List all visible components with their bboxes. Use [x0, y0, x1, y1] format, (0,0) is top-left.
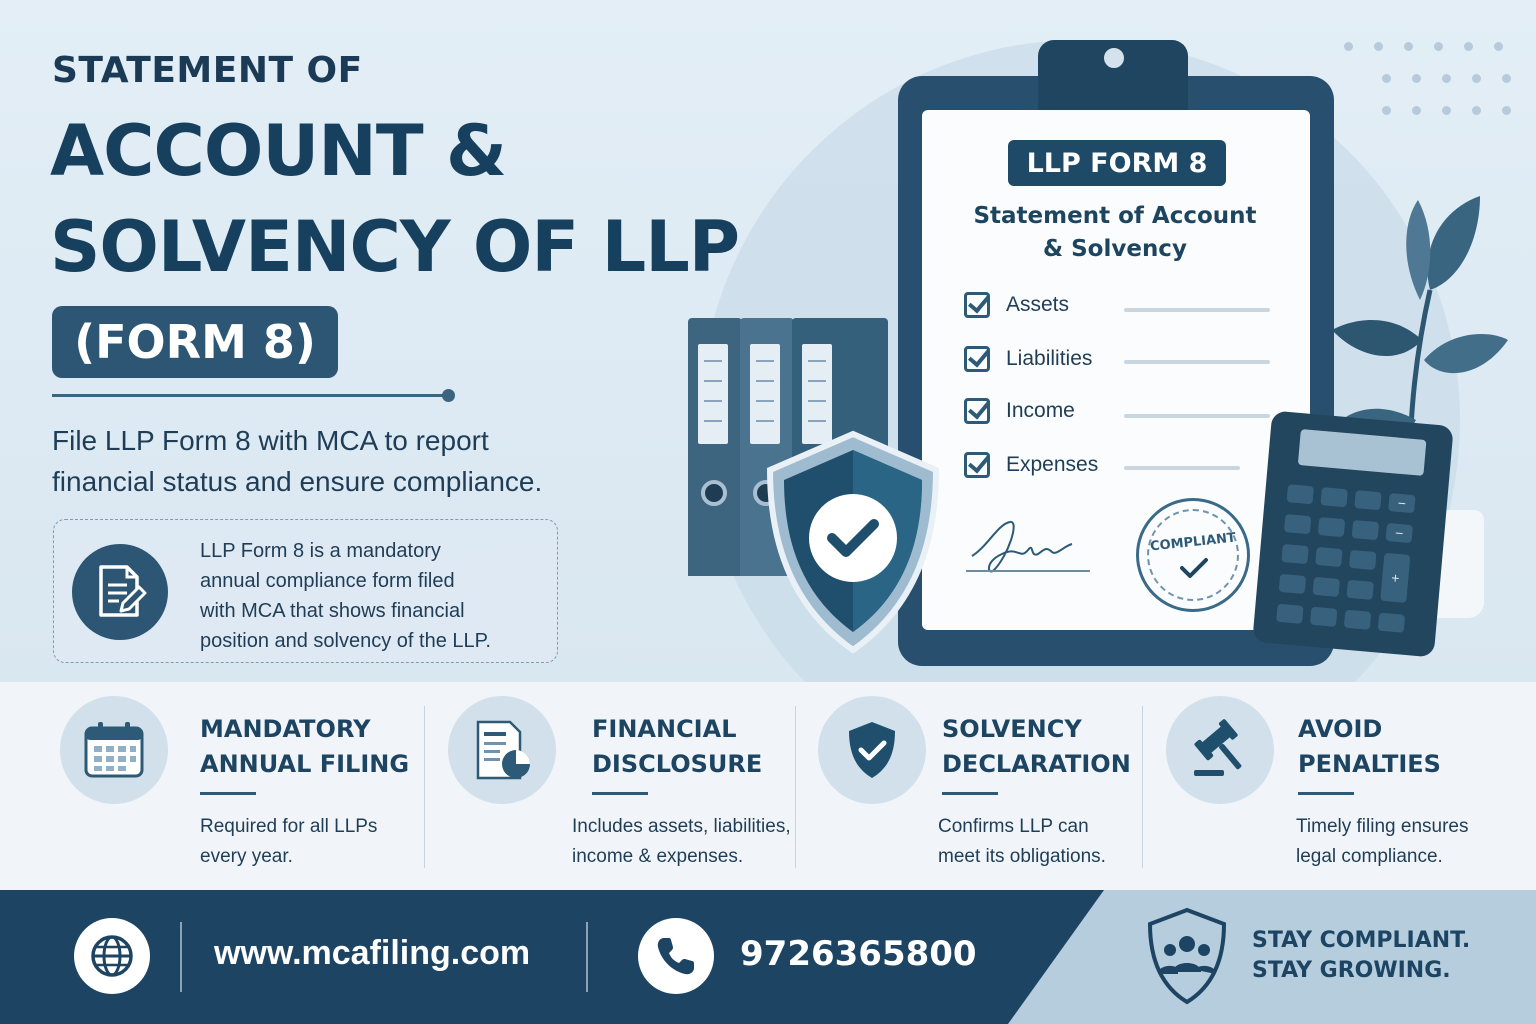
phone-icon — [638, 918, 714, 994]
info-text — [200, 536, 545, 656]
feature-title-line: SOLVENCY — [942, 715, 1082, 743]
feature-description — [938, 812, 1168, 872]
feature-title — [200, 712, 430, 782]
checklist-label: Assets — [1006, 293, 1070, 316]
feature-title — [1298, 712, 1528, 782]
checklist-line — [1124, 308, 1270, 312]
document-badge: LLP FORM 8 — [1008, 140, 1226, 186]
team-shield-icon — [1144, 906, 1230, 1006]
footer — [0, 890, 1536, 1024]
document-edit-icon — [72, 544, 168, 640]
feature-desc-line: every year. — [200, 846, 293, 867]
checkbox-checked-icon — [964, 346, 990, 372]
feature-desc-line: legal compliance. — [1296, 846, 1443, 867]
info-line: LLP Form 8 is a mandatory — [200, 540, 441, 562]
feature-title-line: ANNUAL FILING — [200, 750, 410, 778]
feature-title-line: AVOID — [1298, 715, 1383, 743]
feature-underline — [1298, 792, 1354, 795]
feature-desc-line: Required for all LLPs — [200, 816, 378, 837]
subtitle — [52, 420, 612, 502]
separator-line — [52, 394, 452, 397]
signature-line — [966, 570, 1090, 572]
separator-dot — [442, 389, 455, 402]
shield-check-icon — [818, 696, 926, 804]
feature-underline — [592, 792, 648, 795]
compliant-stamp — [1136, 498, 1250, 612]
feature-desc-line: income & expenses. — [572, 846, 744, 867]
check-icon — [1179, 557, 1209, 579]
document-title — [940, 200, 1290, 266]
checklist-item — [964, 344, 1092, 374]
subtitle-line-1: File LLP Form 8 with MCA to report — [52, 425, 489, 456]
checklist-line — [1124, 466, 1240, 470]
subtitle-line-2: financial status and ensure compliance. — [52, 466, 543, 497]
feature-divider — [424, 706, 425, 868]
phone-number-link[interactable]: 9726365800 — [740, 934, 977, 974]
checklist-line — [1124, 360, 1270, 364]
financial-report-icon — [448, 696, 556, 804]
checkbox-checked-icon — [964, 292, 990, 318]
feature-title-line: MANDATORY — [200, 715, 371, 743]
footer-divider — [180, 922, 182, 992]
form-badge: (FORM 8) — [52, 306, 338, 378]
info-line: with MCA that shows financial — [200, 600, 465, 622]
calculator-minus-key: − — [1386, 523, 1413, 543]
tagline — [1252, 926, 1470, 986]
gavel-icon — [1166, 696, 1274, 804]
title-line-2: SOLVENCY OF LLP — [50, 206, 740, 288]
checklist-label: Expenses — [1006, 453, 1099, 476]
feature-underline — [200, 792, 256, 795]
feature-title — [592, 712, 822, 782]
feature-title-line: DECLARATION — [942, 750, 1131, 778]
checklist-line — [1124, 414, 1270, 418]
feature-divider — [1142, 706, 1143, 868]
document-title-line-2: & Solvency — [1043, 236, 1187, 262]
checkbox-checked-icon — [964, 452, 990, 478]
checklist-item — [964, 450, 1098, 480]
feature-description — [200, 812, 430, 872]
checklist-label: Liabilities — [1006, 347, 1093, 370]
info-box — [53, 519, 558, 663]
checklist-item — [964, 396, 1075, 426]
feature-description — [1296, 812, 1526, 872]
calculator-plus-key: + — [1380, 553, 1410, 603]
title-small: STATEMENT OF — [52, 50, 363, 91]
document-title-line-1: Statement of Account — [973, 203, 1257, 229]
binder — [688, 318, 742, 576]
info-line: position and solvency of the LLP. — [200, 630, 491, 652]
features-section — [0, 682, 1536, 890]
checklist-item — [964, 290, 1069, 320]
footer-divider — [586, 922, 588, 992]
feature-title-line: PENALTIES — [1298, 750, 1441, 778]
tagline-line-2: STAY GROWING. — [1252, 958, 1451, 983]
checklist-label: Income — [1006, 399, 1075, 422]
checkbox-checked-icon — [964, 398, 990, 424]
info-line: annual compliance form filed — [200, 570, 455, 592]
feature-desc-line: Includes assets, liabilities, — [572, 816, 791, 837]
feature-desc-line: meet its obligations. — [938, 846, 1106, 867]
calendar-icon — [60, 696, 168, 804]
calculator-minus-key: − — [1388, 493, 1415, 513]
feature-description — [572, 812, 802, 872]
feature-title-line: DISCLOSURE — [592, 750, 763, 778]
feature-desc-line: Confirms LLP can — [938, 816, 1089, 837]
feature-desc-line: Timely filing ensures — [1296, 816, 1469, 837]
shield-check-icon — [760, 430, 946, 654]
calculator-icon — [1252, 411, 1454, 658]
feature-divider — [795, 706, 796, 868]
clipboard-clip-hole — [1096, 40, 1132, 76]
globe-icon — [74, 918, 150, 994]
title-line-1: ACCOUNT & — [50, 110, 507, 192]
stamp-text: COMPLIANT — [1149, 530, 1237, 555]
feature-underline — [942, 792, 998, 795]
tagline-line-1: STAY COMPLIANT. — [1252, 928, 1471, 953]
signature-icon — [968, 516, 1078, 576]
feature-title-line: FINANCIAL — [592, 715, 737, 743]
feature-title — [942, 712, 1172, 782]
website-link[interactable]: www.mcafiling.com — [214, 934, 531, 972]
